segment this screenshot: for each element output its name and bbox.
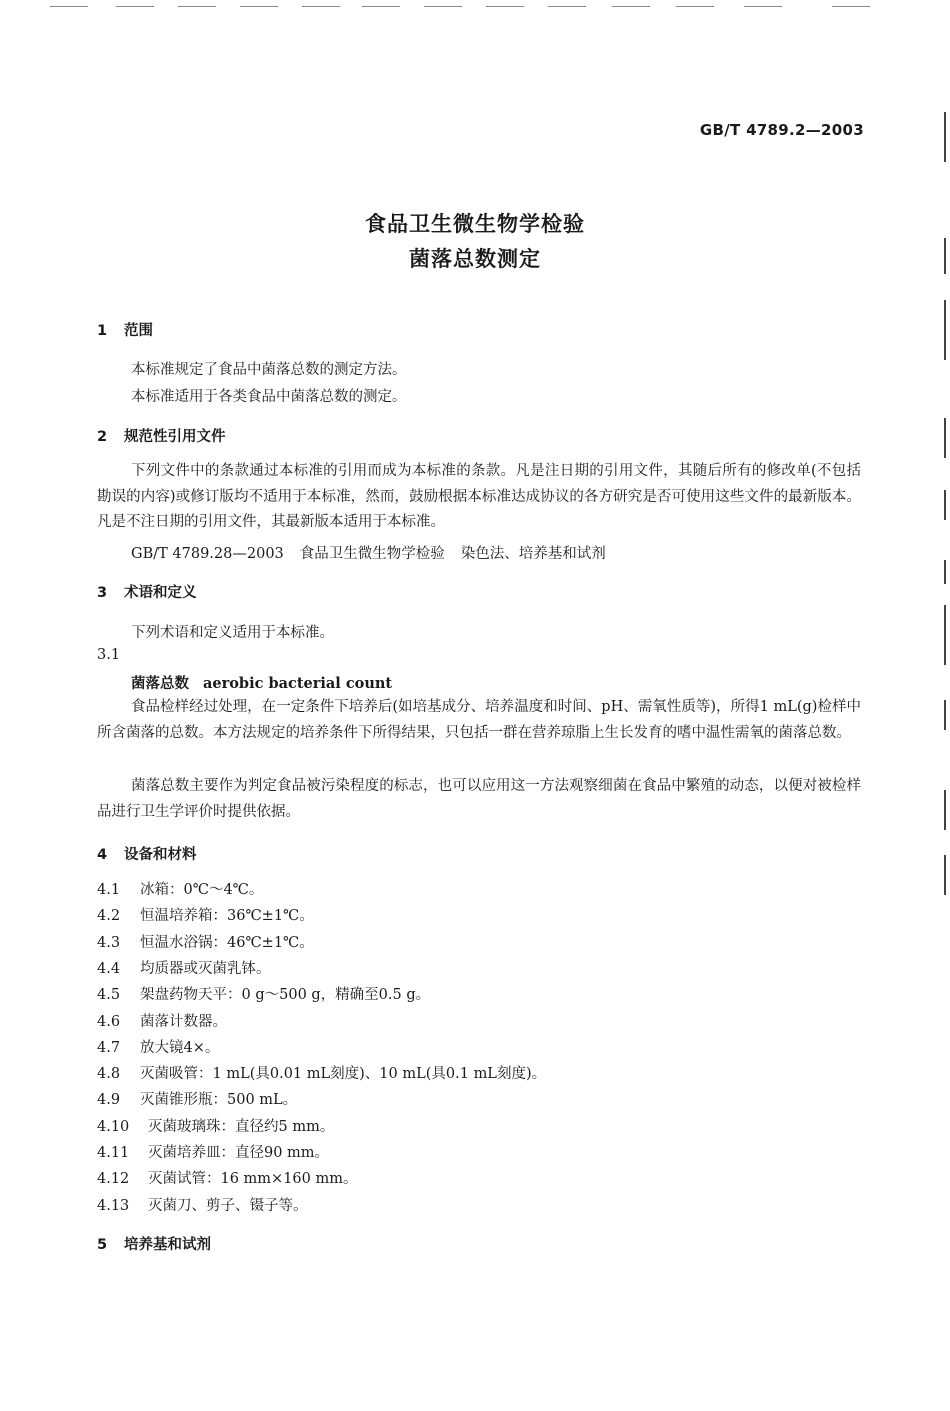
item-number: 4.5	[97, 987, 121, 1004]
section-heading	[97, 425, 226, 446]
item-text: 架盘药物天平：0 g～500 g，精确至0.5 g。	[140, 987, 431, 1004]
section-heading	[97, 843, 197, 864]
item-number: 4.4	[97, 960, 121, 977]
section-heading	[97, 319, 153, 340]
scan-top-edge	[0, 6, 950, 8]
scan-edge-mark	[944, 790, 946, 830]
scan-edge-mark	[944, 560, 946, 584]
reference-title: 食品卫生微生物学检验	[299, 546, 445, 562]
section-number: 5	[97, 1237, 108, 1253]
item-number: 4.3	[97, 934, 121, 951]
paragraph: 菌落总数主要作为判定食品被污染程度的标志，也可以应用这一方法观察细菌在食品中繁殖的动态，以便对被检样品进行卫生学评价时提供依据。	[97, 778, 861, 820]
list-item	[97, 1010, 227, 1031]
list-item	[97, 1167, 358, 1188]
subsection-number: 3.1	[97, 647, 121, 663]
paragraph: 下列术语和定义适用于本标准。	[131, 625, 334, 641]
section-title: 术语和定义	[124, 585, 197, 601]
item-number: 4.13	[97, 1197, 130, 1214]
scan-edge-mark	[944, 490, 946, 520]
scan-edge-mark	[944, 855, 946, 895]
item-text: 均质器或灭菌乳钵。	[140, 960, 271, 977]
section-title: 规范性引用文件	[124, 429, 226, 445]
section-title: 范围	[124, 323, 153, 339]
item-number: 4.10	[97, 1118, 130, 1135]
item-text: 灭菌吸管：1 mL(具0.01 mL刻度)、10 mL(具0.1 mL刻度)。	[140, 1066, 547, 1083]
document-subtitle: 菌落总数测定	[409, 247, 541, 271]
item-number: 4.6	[97, 1013, 121, 1030]
item-number: 4.8	[97, 1066, 121, 1083]
list-item	[97, 957, 271, 978]
item-text: 灭菌玻璃珠：直径约5 mm。	[148, 1118, 335, 1135]
paragraph: 本标准适用于各类食品中菌落总数的测定。	[131, 389, 407, 405]
term-definition-heading	[131, 672, 392, 693]
list-item	[97, 1194, 308, 1215]
normative-reference	[131, 542, 606, 563]
item-text: 灭菌刀、剪子、镊子等。	[148, 1197, 308, 1214]
item-text: 恒温水浴锅：46℃±1℃。	[140, 934, 314, 951]
list-item	[97, 904, 314, 925]
reference-code: GB/T 4789.28—2003	[131, 546, 284, 562]
term-english: aerobic bacterial count	[203, 675, 393, 692]
section-number: 1	[97, 323, 108, 339]
section-number: 3	[97, 585, 108, 601]
scan-edge-mark	[944, 605, 946, 665]
scan-edge-mark	[944, 700, 946, 730]
item-number: 4.2	[97, 908, 121, 925]
list-item	[97, 878, 263, 899]
section-title: 培养基和试剂	[124, 1237, 211, 1253]
scan-edge-mark	[944, 112, 946, 162]
list-item	[97, 983, 430, 1004]
section-title: 设备和材料	[124, 847, 197, 863]
scan-edge-mark	[944, 418, 946, 458]
item-number: 4.12	[97, 1171, 130, 1188]
list-item	[97, 1141, 329, 1162]
item-number: 4.1	[97, 882, 121, 898]
list-item	[97, 1088, 297, 1109]
paragraph: 本标准规定了食品中菌落总数的测定方法。	[131, 362, 407, 378]
item-text: 灭菌培养皿：直径90 mm。	[148, 1145, 330, 1161]
paragraph: 下列文件中的条款通过本标准的引用而成为本标准的条款。凡是注日期的引用文件，其随后所有的修改单(不包括勘误的内容)或修订版均不适用于本标准，然而，鼓励根据本标准达成协议的各方研究是否可使用这些文件的最新版本。凡是不注日期的引用文件，其最新版本适用于本标准。	[97, 463, 861, 530]
item-text: 灭菌锥形瓶：500 mL。	[140, 1092, 298, 1109]
item-text: 菌落计数器。	[140, 1013, 227, 1030]
item-number: 4.9	[97, 1092, 121, 1109]
list-item	[97, 931, 314, 952]
item-text: 放大镜4×。	[140, 1039, 220, 1056]
section-number: 2	[97, 429, 108, 445]
item-text: 冰箱：0℃～4℃。	[140, 882, 264, 898]
list-item	[97, 1036, 219, 1057]
standard-code: GB/T 4789.2—2003	[699, 121, 864, 139]
list-item	[97, 1062, 546, 1083]
section-heading	[97, 1233, 211, 1254]
section-heading	[97, 581, 197, 602]
paragraph: 食品检样经过处理，在一定条件下培养后(如培基成分、培养温度和时间、pH、需氧性质等)，所得1 mL(g)检样中所含菌落的总数。本方法规定的培养条件下所得结果，只包括一群在营养琼脂上生长发育的嗜中温性需氧的菌落总数。	[97, 699, 861, 741]
reference-title-part: 染色法、培养基和试剂	[460, 546, 606, 562]
item-number: 4.7	[97, 1039, 121, 1056]
term-chinese: 菌落总数	[131, 676, 189, 692]
document-title: 食品卫生微生物学检验	[365, 212, 585, 236]
item-number: 4.11	[97, 1145, 130, 1161]
item-text: 恒温培养箱：36℃±1℃。	[140, 908, 314, 925]
list-item	[97, 1115, 334, 1136]
scan-edge-mark	[944, 300, 946, 360]
section-number: 4	[97, 847, 108, 863]
item-text: 灭菌试管：16 mm×160 mm。	[148, 1171, 358, 1188]
